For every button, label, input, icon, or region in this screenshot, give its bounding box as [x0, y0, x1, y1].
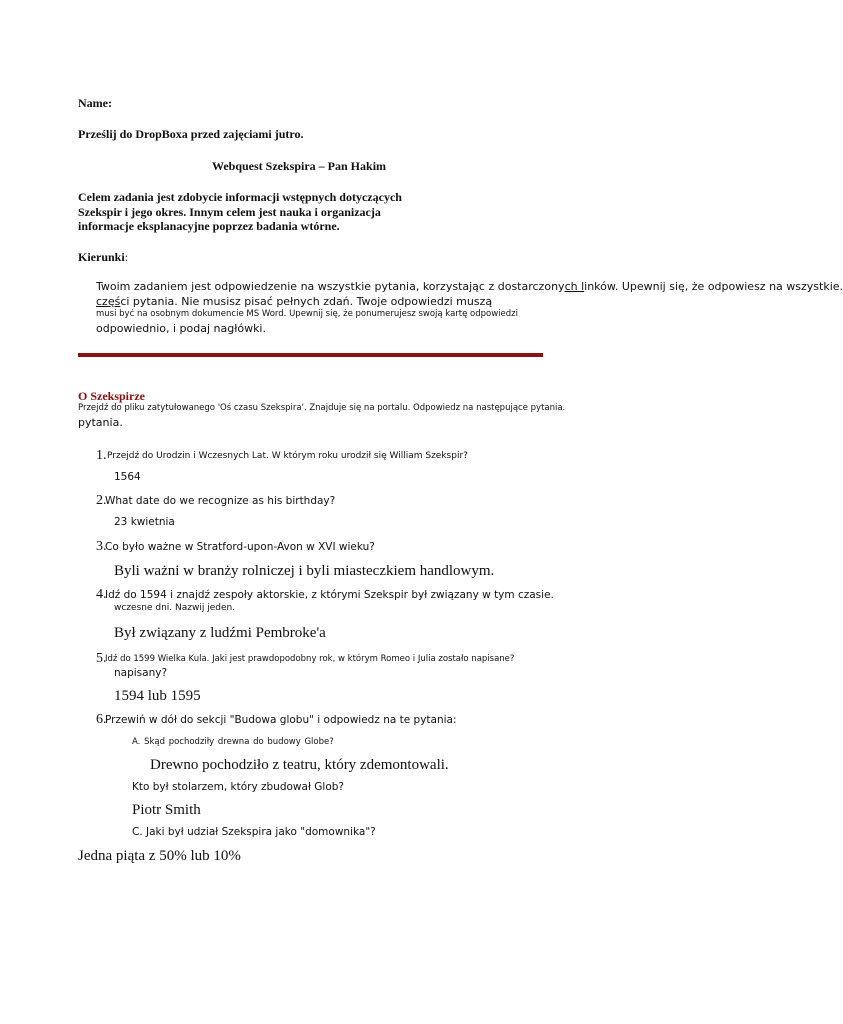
question-6b-text: Kto był stolarzem, który zbudował Glob?	[132, 781, 344, 793]
question-5-text: Idź do 1599 Wielka Kula. Jaki jest prawdopodobny rok, w którym Romeo i Julia zostało napisane?	[105, 654, 515, 664]
question-6c-text: C. Jaki był udział Szekspira jako "domownika"?	[132, 826, 376, 838]
question-3-number: 3.	[96, 539, 107, 554]
directions-line-2: części pytania. Nie musisz pisać pełnych zdań. Twoje odpowiedzi muszą	[96, 295, 493, 308]
question-3-text: Co było ważne w Stratford-upon-Avon w XVI wieku?	[105, 541, 375, 553]
question-6c-answer: Jedna piąta z 50% lub 10%	[78, 848, 241, 864]
question-3-answer: Byli ważni w branży rolniczej i byli miasteczkiem handlowym.	[114, 563, 495, 579]
document-title: Webquest Szekspira – Pan Hakim	[212, 159, 387, 173]
question-1-text: Przejdź do Urodzin i Wczesnych Lat. W którym roku urodził się William Szekspir?	[107, 451, 468, 461]
question-6-text: Przewiń w dół do sekcji "Budowa globu" i odpowiedz na te pytania:	[105, 714, 457, 726]
goal-line-2: Szekspir i jego okres. Innym celem jest nauka i organizacja	[78, 205, 381, 219]
question-4-answer: Był związany z ludźmi Pembroke'a	[114, 625, 326, 641]
section-intro-cont: pytania.	[78, 416, 123, 429]
goal-line-3: informacje eksplanacyjne poprzez badania wtórne.	[78, 219, 340, 233]
question-5-number: 5.	[96, 651, 107, 666]
question-4-text-cont: wczesne dni. Nazwij jeden.	[114, 603, 236, 613]
directions-line-1: Twoim zadaniem jest odpowiedzenie na wszystkie pytania, korzystając z dostarczonych linków. Upewnij się, że odpowiesz na wszystkie.	[96, 280, 843, 293]
question-2-answer: 23 kwietnia	[114, 516, 175, 528]
question-6a-answer: Drewno pochodziło z teatru, który zdemontowali.	[150, 757, 449, 773]
question-2-text: What date do we recognize as his birthday?	[105, 495, 336, 507]
question-4-number: 4.	[96, 587, 107, 602]
question-4-text: Idź do 1594 i znajdź zespoły aktorskie, z którymi Szekspir był związany w tym czasie.	[105, 589, 554, 601]
directions-line-3: musi być na osobnym dokumencie MS Word. Upewnij się, że ponumerujesz swoją kartę odpowiedzi	[96, 309, 518, 319]
question-1-number: 1.	[96, 448, 107, 463]
question-1-answer: 1564	[114, 471, 141, 483]
question-2-number: 2.	[96, 493, 107, 508]
question-5-text-cont: napisany?	[114, 667, 168, 679]
question-6b-answer: Piotr Smith	[132, 802, 201, 818]
question-5-answer: 1594 lub 1595	[114, 688, 201, 704]
question-6-number: 6.	[96, 712, 107, 727]
goal-line-1: Celem zadania jest zdobycie informacji wstępnych dotyczących	[78, 190, 402, 204]
section-heading: O Szekspirze	[78, 389, 145, 403]
dropbox-note: Prześlij do DropBoxa przed zajęciami jutro.	[78, 127, 304, 141]
directions-line-4: odpowiednio, i podaj nagłówki.	[96, 322, 266, 335]
name-label: Name:	[78, 96, 112, 110]
question-6a-text: A. Skąd pochodziły drewna do budowy Globe?	[132, 737, 334, 747]
section-divider	[78, 353, 543, 357]
section-intro: Przejdź do pliku zatytułowanego 'Oś czasu Szekspira'. Znajduje się na portalu. Odpowiedz na następujące pytania.	[78, 403, 566, 413]
directions-heading: Kierunki:	[78, 250, 129, 264]
